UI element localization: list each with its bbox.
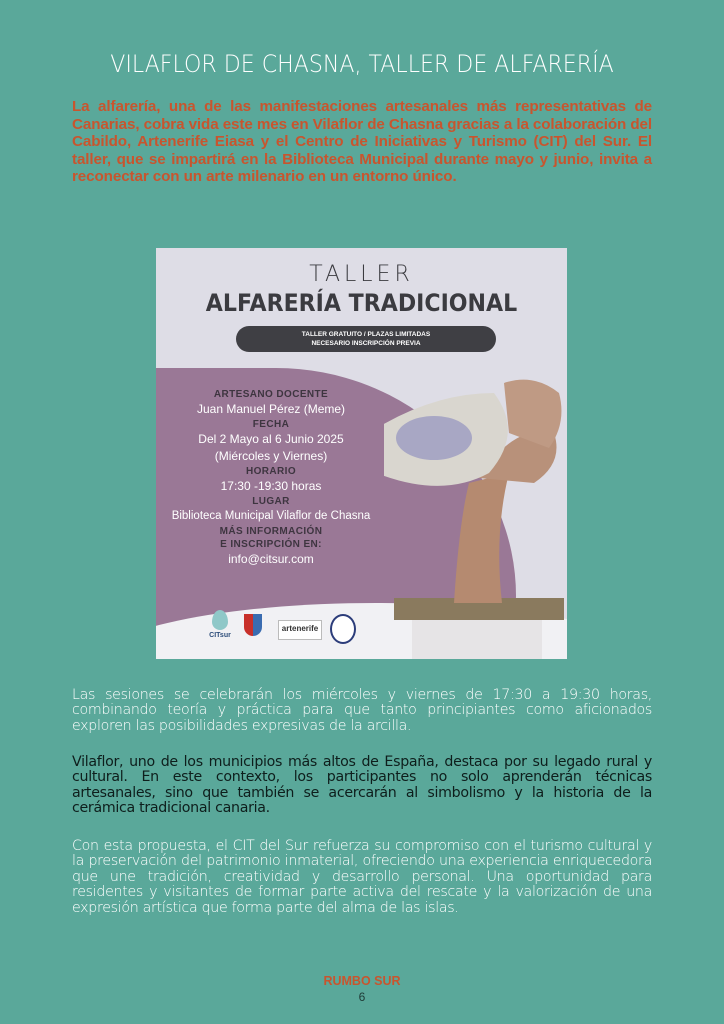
poster-headline: ALFARERÍA TRADICIONAL <box>205 289 518 317</box>
teacher-label: ARTESANO DOCENTE <box>213 389 329 400</box>
article-paragraph-1: Las sesiones se celebrarán los miércoles y viernes de 17:30 a 19:30 horas, combinando teoría y práctica para que tanto principiantes como aficionados exploren las posibilidades expresivas de la arcilla. <box>72 687 652 734</box>
poster-kicker: TALLER <box>309 262 414 287</box>
page-number: 6 <box>358 990 366 1004</box>
days-value: (Miércoles y Viernes) <box>214 449 328 463</box>
more-info-label: MÁS INFORMACIÓN <box>219 526 323 537</box>
shield-icon <box>244 614 262 636</box>
article-paragraph-2: Vilaflor, uno de los municipios más altos de España, destaca por su legado rural y cultural. En este contexto, los participantes no solo aprenderán técnicas artesanales, sino que también se acercarán al simbolismo y la historia de la cerámica tradicional canaria. <box>72 754 652 817</box>
article-lead: La alfarería, una de las manifestaciones artesanales más representativas de Canarias, cobra vida este mes en Vilaflor de Chasna gracias a la colaboración del Cabildo, Artenerife Eiasa y el Centro de Iniciativas y Turismo (CIT) del Sur. El taller, que se impartirá en la Biblioteca Municipal durante mayo y junio, invita a reconectar con un arte milenario en un entorno único. <box>72 98 652 186</box>
date-label: FECHA <box>252 419 290 430</box>
workshop-poster-image <box>156 248 567 659</box>
schedule-label: HORARIO <box>245 466 297 477</box>
sponsor-logos <box>156 610 416 650</box>
poster-info <box>156 388 386 568</box>
artenerife-logo: artenerife <box>278 620 322 640</box>
citsur-logo: CITsur <box>206 610 234 644</box>
place-value: Biblioteca Municipal Vilaflor de Chasna <box>171 510 371 522</box>
date-value: Del 2 Mayo al 6 Junio 2025 <box>198 432 344 446</box>
poster-pill-line1: TALLER GRATUITO / PLAZAS LIMITADAS <box>301 331 431 338</box>
contact-email: info@citsur.com <box>228 552 314 566</box>
poster-pill-line2: NECESARIO INSCRIPCIÓN PREVIA <box>311 340 421 347</box>
magazine-brand: RUMBO SUR <box>323 974 401 988</box>
article-paragraph-3: Con esta propuesta, el CIT del Sur refuerza su compromiso con el turismo cultural y la preservación del patrimonio inmaterial, ofreciendo una experiencia enriquecedora que une tradición, creatividad y desarrollo personal. Una oportunidad para residentes y visitantes de formar parte activa del rescate y la valorización de una expresión artística que forma parte del alma de las islas. <box>72 838 652 916</box>
drop-icon <box>212 610 228 630</box>
vilaflor-shield-logo <box>244 610 264 640</box>
cabildo-logo <box>330 614 356 644</box>
schedule-value: 17:30 -19:30 horas <box>220 479 322 493</box>
poster-pill <box>236 326 496 352</box>
signup-label: E INSCRIPCIÓN EN: <box>220 539 322 550</box>
article-title: VILAFLOR DE CHASNA, TALLER DE ALFARERÍA <box>110 50 614 78</box>
place-label: LUGAR <box>252 496 290 507</box>
teacher-value: Juan Manuel Pérez (Meme) <box>196 402 346 416</box>
